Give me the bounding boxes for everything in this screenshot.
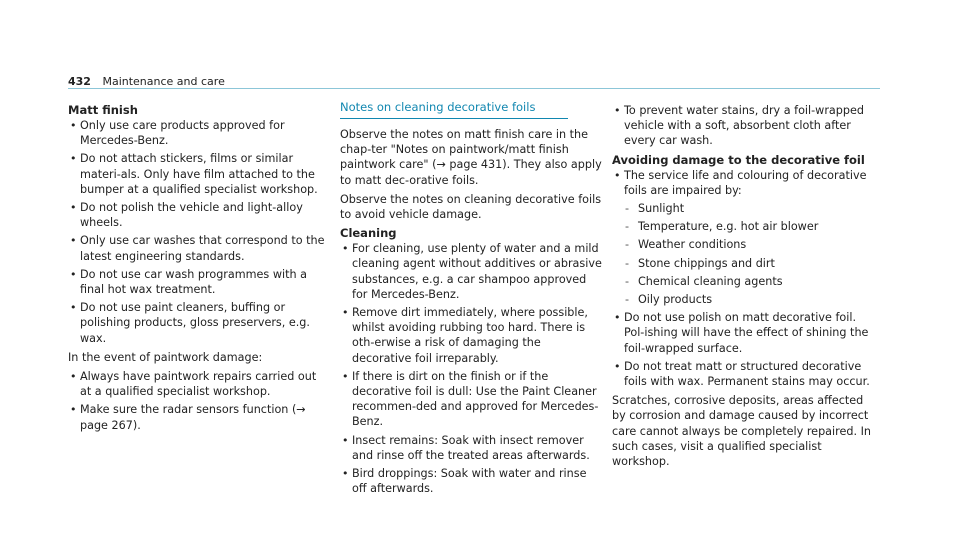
dash-item: - Stone chippings and dirt — [624, 256, 877, 271]
dash-item: - Oily products — [624, 292, 877, 307]
water-stains-list — [612, 103, 877, 149]
repair-note: Scratches, corrosive deposits, areas affected by corrosion and damage caused by incorrect care cannot always be completely repaired. In such cases, visit a qualified specialist workshop. — [612, 394, 871, 469]
list-item: • To prevent water stains, dry a foil-wrapped vehicle with a soft, absorbent cloth after every car wash. — [612, 103, 877, 149]
heading-cleaning: Cleaning — [340, 226, 397, 241]
paragraph: Observe the notes on cleaning decorative foils to avoid vehicle damage. — [340, 192, 602, 222]
list-item: • If there is dirt on the finish or if the decorative foil is dull: Use the Paint Cleaner recommen-ded and approved for Mercedes-Benz. — [340, 369, 602, 430]
list-item: • Only use car washes that correspond to the latest engineering standards. — [68, 233, 330, 263]
impairment-factors-list — [624, 201, 877, 307]
service-life-text: The service life and colouring of decorative foils are impaired by: — [624, 168, 867, 197]
matt-finish-list — [68, 118, 330, 346]
column-matt-finish — [68, 103, 330, 437]
dash-item: - Weather conditions — [624, 237, 877, 252]
list-item: • Do not use car wash programmes with a final hot wax treatment. — [68, 267, 330, 297]
dash-item: - Chemical cleaning agents — [624, 274, 877, 289]
dash-item: - Temperature, e.g. hot air blower — [624, 219, 877, 234]
chapter-title: Maintenance and care — [102, 75, 225, 88]
list-item: • Insect remains: Soak with insect remover and rinse off the treated areas afterwards. — [340, 433, 602, 463]
list-item: • Do not treat matt or structured decorative foils with wax. Permanent stains may occur. — [612, 359, 877, 389]
heading-avoiding-damage: Avoiding damage to the decorative foil — [612, 152, 865, 167]
section-title-cleaning-foils: Notes on cleaning decorative foils — [340, 100, 568, 119]
page-header — [68, 74, 225, 89]
list-item: • Bird droppings: Soak with water and rinse off afterwards. — [340, 466, 602, 496]
list-item: • Always have paintwork repairs carried out at a qualified specialist workshop. — [68, 369, 330, 399]
column-avoiding-damage — [612, 103, 877, 473]
list-item: • Make sure the radar sensors function (→ page 267). — [68, 402, 330, 432]
header-rule — [68, 88, 880, 89]
list-item: • Do not use polish on matt decorative foil. Pol-ishing will have the effect of shining the foil-wrapped surface. — [612, 310, 877, 356]
paragraph: Observe the notes on matt finish care in the chap-ter "Notes on paintwork/matt finish paintwork care" (→ page 431). They also apply to matt dec-orative foils. — [340, 128, 602, 187]
list-item: • Do not polish the vehicle and light-alloy wheels. — [68, 200, 330, 230]
list-item — [612, 168, 877, 308]
column-decorative-foils — [340, 100, 602, 500]
list-item: • Do not attach stickers, films or similar materi-als. Only have film attached to the bumper at a qualified specialist workshop. — [68, 151, 330, 197]
list-item: • Do not use paint cleaners, buffing or polishing products, gloss preservers, e.g. wax. — [68, 300, 330, 346]
list-item: • Only use care products approved for Mercedes-Benz. — [68, 118, 330, 148]
heading-matt-finish: Matt finish — [68, 103, 138, 117]
page-number: 432 — [68, 75, 91, 88]
dash-item: - Sunlight — [624, 201, 877, 216]
list-item: • Remove dirt immediately, where possible, whilst avoiding rubbing too hard. There is oth-erwise a risk of damaging the decorative foil irreparably. — [340, 305, 602, 366]
paintwork-damage-list — [68, 369, 330, 433]
avoiding-damage-list — [612, 168, 877, 390]
list-item: • For cleaning, use plenty of water and a mild cleaning agent without additives or abrasive substances, e.g. a car shampoo approved for Mercedes-Benz. — [340, 241, 602, 302]
paintwork-damage-intro: In the event of paintwork damage: — [68, 350, 263, 364]
cleaning-list — [340, 241, 602, 496]
